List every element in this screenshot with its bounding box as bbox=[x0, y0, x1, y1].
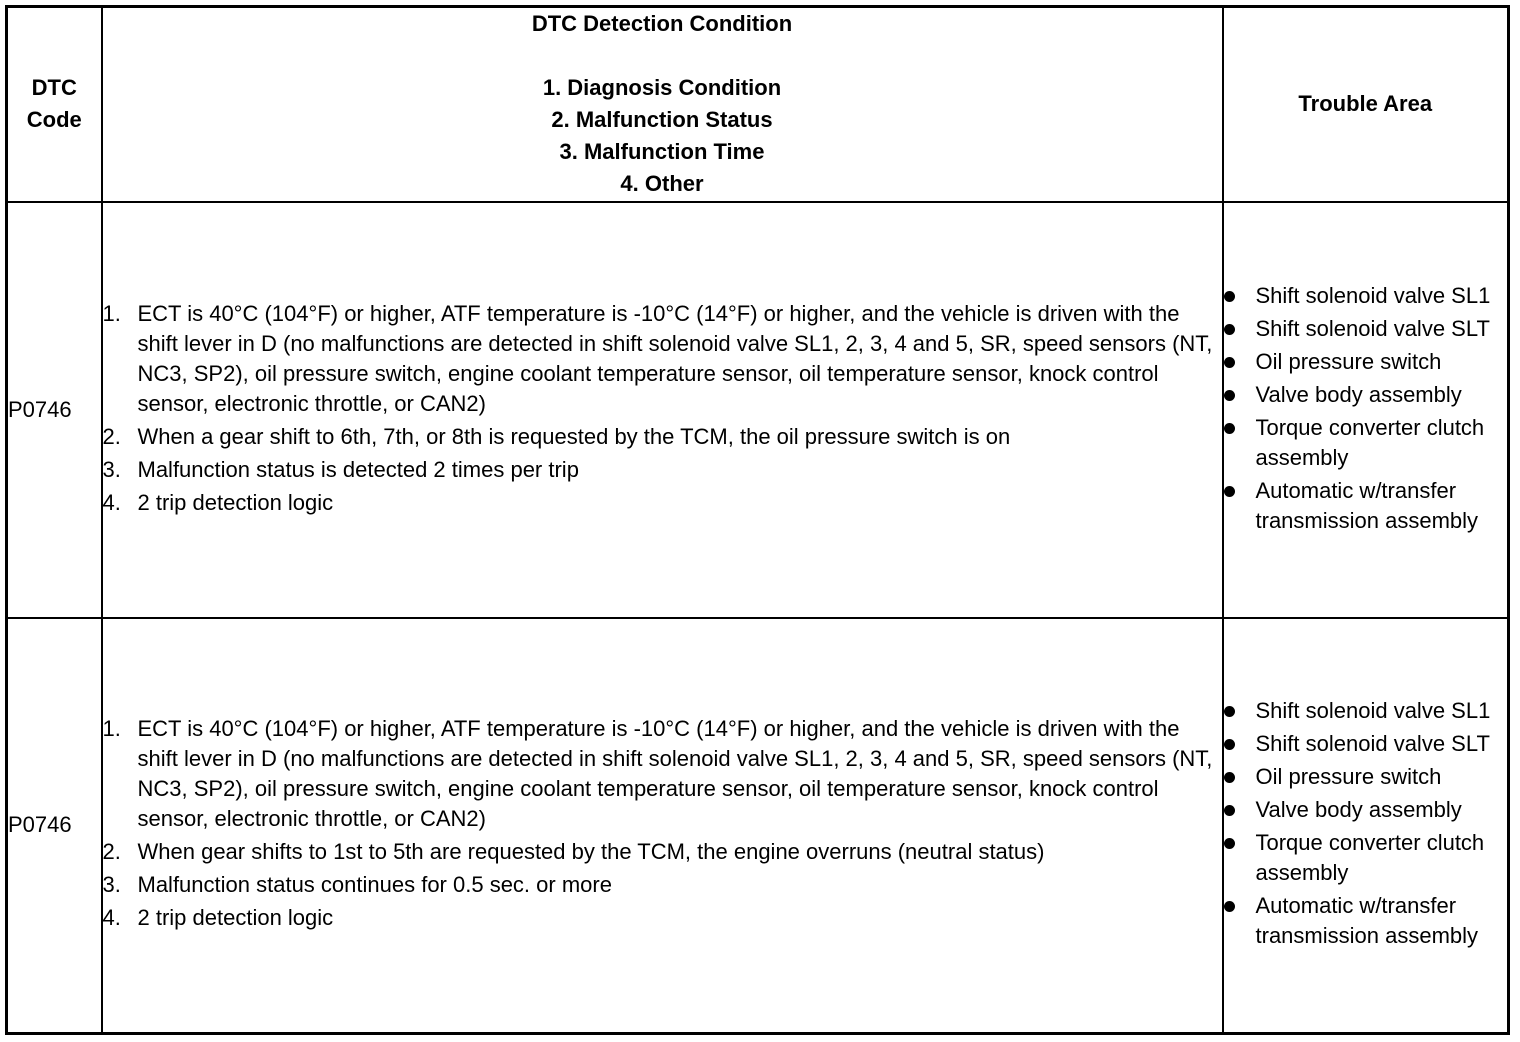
header-row bbox=[7, 7, 1509, 202]
trouble-area-cell bbox=[1223, 202, 1509, 618]
bullet-icon bbox=[1224, 281, 1256, 311]
trouble-area-item bbox=[1224, 696, 1508, 726]
trouble-area-text: Torque converter clutch assembly bbox=[1255, 414, 1485, 470]
condition-item bbox=[103, 455, 1222, 485]
trouble-area-item bbox=[1224, 413, 1508, 473]
bullet-icon bbox=[1224, 347, 1256, 377]
header-condition-item: 2. Malfunction Status bbox=[551, 107, 773, 133]
bullet-icon bbox=[1224, 476, 1256, 536]
condition-text: ECT is 40°C (104°F) or higher, ATF temperature is -10°C (14°F) or higher, and the vehicle is driven with the shift lever in D (no malfunctions are detected in shift solenoid valve SL1, 2, 3, 4 and 5, SR, speed sensors (NT, NC3, SP2), oil pressure switch, engine coolant temperature sensor, oil temperature sensor, knock control sensor, electronic throttle, or CAN2) bbox=[137, 716, 1213, 832]
bullet-icon bbox=[1224, 762, 1256, 792]
table-row bbox=[7, 202, 1509, 618]
bullet-icon bbox=[1224, 729, 1256, 759]
dtc-code-cell bbox=[7, 618, 102, 1034]
trouble-area-text: Valve body assembly bbox=[1255, 797, 1462, 823]
trouble-area-text: Shift solenoid valve SL1 bbox=[1255, 282, 1491, 308]
condition-list bbox=[103, 299, 1222, 518]
bullet-icon bbox=[1224, 891, 1256, 951]
trouble-area-item bbox=[1224, 891, 1508, 951]
header-condition-title: DTC Detection Condition bbox=[531, 11, 793, 37]
condition-text: Malfunction status is detected 2 times per trip bbox=[137, 456, 579, 482]
header-condition-item: 3. Malfunction Time bbox=[559, 139, 765, 165]
header-trouble-area bbox=[1223, 7, 1509, 202]
trouble-area-item bbox=[1224, 281, 1508, 311]
dtc-code: P0746 bbox=[8, 812, 72, 838]
condition-item bbox=[103, 903, 1222, 933]
bullet-icon bbox=[1224, 413, 1256, 473]
condition-text: 2 trip detection logic bbox=[137, 489, 334, 515]
trouble-area-text: Oil pressure switch bbox=[1255, 764, 1442, 790]
trouble-area-text: Oil pressure switch bbox=[1255, 348, 1442, 374]
table-row bbox=[7, 618, 1509, 1034]
trouble-area-item bbox=[1224, 828, 1508, 888]
condition-text: 2 trip detection logic bbox=[137, 905, 334, 931]
bullet-icon bbox=[1224, 314, 1256, 344]
bullet-icon bbox=[1224, 828, 1256, 888]
condition-list bbox=[103, 714, 1222, 933]
trouble-area-item bbox=[1224, 729, 1508, 759]
detection-condition-cell bbox=[102, 618, 1223, 1034]
detection-condition-cell bbox=[102, 202, 1223, 618]
condition-text: Malfunction status continues for 0.5 sec. or more bbox=[137, 872, 612, 898]
trouble-area-text: Automatic w/transfer transmission assembly bbox=[1255, 893, 1479, 949]
header-condition-item: 1. Diagnosis Condition bbox=[542, 75, 782, 101]
trouble-area-item bbox=[1224, 795, 1508, 825]
condition-text: When gear shifts to 1st to 5th are requested by the TCM, the engine overruns (neutral status) bbox=[137, 839, 1045, 865]
trouble-area-cell bbox=[1223, 618, 1509, 1034]
trouble-area-list bbox=[1224, 696, 1508, 951]
trouble-area-text: Shift solenoid valve SLT bbox=[1255, 315, 1490, 341]
condition-number: 2. bbox=[102, 839, 121, 865]
condition-item bbox=[103, 837, 1222, 867]
header-condition-list bbox=[543, 72, 781, 200]
trouble-area-item bbox=[1224, 347, 1508, 377]
trouble-area-list bbox=[1224, 281, 1508, 536]
dtc-table bbox=[5, 5, 1510, 1035]
condition-number: 4. bbox=[102, 489, 121, 515]
condition-text: When a gear shift to 6th, 7th, or 8th is requested by the TCM, the oil pressure switch is on bbox=[137, 423, 1011, 449]
trouble-area-item bbox=[1224, 314, 1508, 344]
header-detection-condition bbox=[102, 7, 1223, 202]
trouble-area-text: Shift solenoid valve SLT bbox=[1255, 731, 1490, 757]
condition-item bbox=[103, 714, 1222, 834]
bullet-icon bbox=[1224, 795, 1256, 825]
condition-number: 2. bbox=[102, 423, 121, 449]
condition-item bbox=[103, 488, 1222, 518]
condition-number: 3. bbox=[102, 456, 121, 482]
dtc-code-cell bbox=[7, 202, 102, 618]
bullet-icon bbox=[1224, 380, 1256, 410]
trouble-area-text: Valve body assembly bbox=[1255, 381, 1462, 407]
header-trouble-area-label: Trouble Area bbox=[1298, 91, 1433, 117]
condition-text: ECT is 40°C (104°F) or higher, ATF temperature is -10°C (14°F) or higher, and the vehicle is driven with the shift lever in D (no malfunctions are detected in shift solenoid valve SL1, 2, 3, 4 and 5, SR, speed sensors (NT, NC3, SP2), oil pressure switch, engine coolant temperature sensor, oil temperature sensor, knock control sensor, electronic throttle, or CAN2) bbox=[137, 300, 1213, 416]
condition-number: 3. bbox=[102, 872, 121, 898]
trouble-area-text: Automatic w/transfer transmission assembly bbox=[1255, 477, 1479, 533]
trouble-area-text: Shift solenoid valve SL1 bbox=[1255, 698, 1491, 724]
header-condition-item: 4. Other bbox=[620, 171, 704, 197]
condition-item bbox=[103, 870, 1222, 900]
trouble-area-text: Torque converter clutch assembly bbox=[1255, 830, 1485, 886]
bullet-icon bbox=[1224, 696, 1256, 726]
header-dtc-code-label: DTC Code bbox=[26, 75, 82, 133]
condition-item bbox=[103, 422, 1222, 452]
dtc-code: P0746 bbox=[8, 396, 72, 422]
condition-number: 1. bbox=[102, 300, 121, 326]
trouble-area-item bbox=[1224, 380, 1508, 410]
trouble-area-item bbox=[1224, 476, 1508, 536]
condition-number: 1. bbox=[102, 716, 121, 742]
header-dtc-code bbox=[7, 7, 102, 202]
condition-item bbox=[103, 299, 1222, 419]
condition-number: 4. bbox=[102, 905, 121, 931]
trouble-area-item bbox=[1224, 762, 1508, 792]
